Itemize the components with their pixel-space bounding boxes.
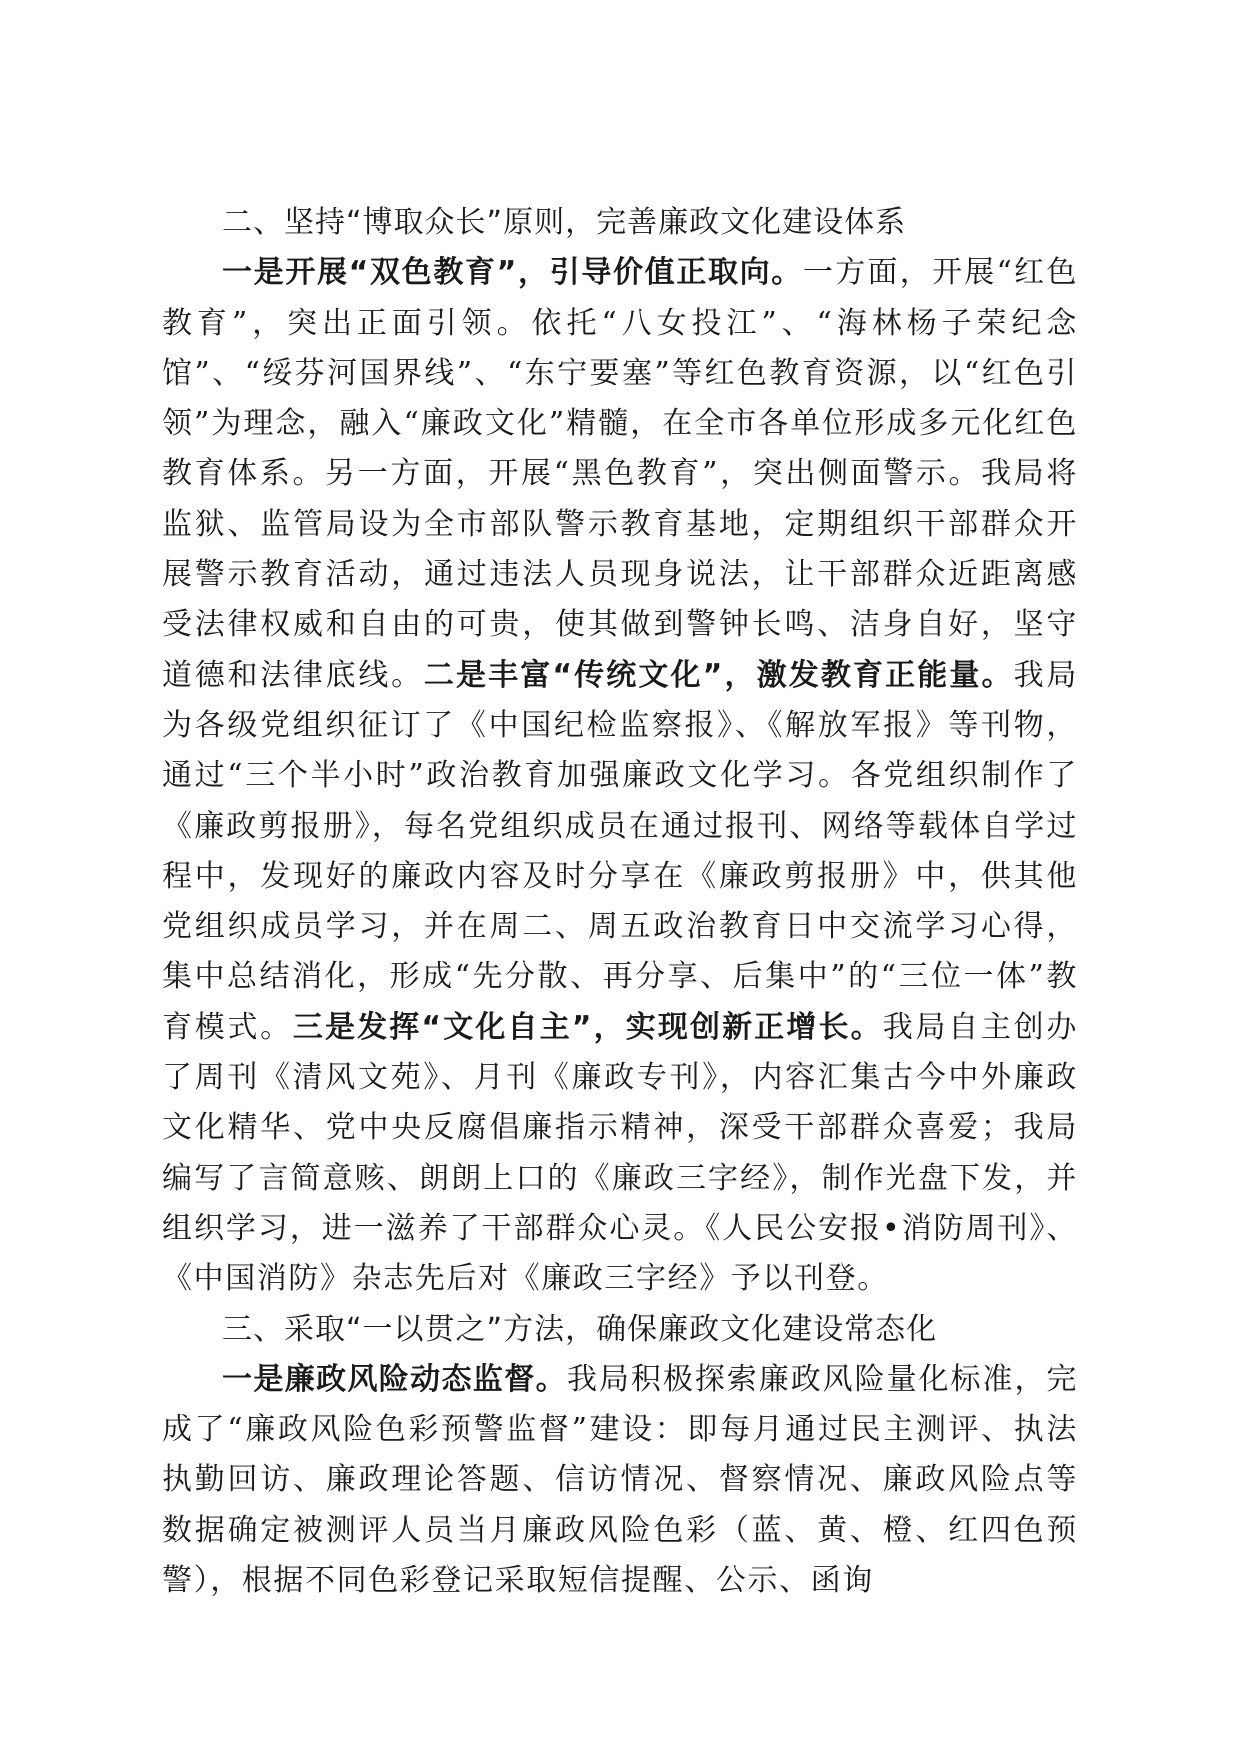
section-2-paragraph <box>162 248 1078 1304</box>
point-2-text: 我局为各级党组织征订了《中国纪检监察报》、《解放军报》等刊物，通过“三个半小时”政治教育加强廉政文化学习。各党组织制作了《廉政剪报册》，每名党组织成员在通过报刊、网络等载体自学过程中，发现好的廉政内容及时分享在《廉政剪报册》中，供其他党组织成员学习，并在周二、周五政治教育日中交流学习心得，集中总结消化，形成“先分散、再分享、后集中”的“三位一体”教育模式。 <box>162 657 1078 1045</box>
point-1-text: 一方面，开展“红色教育”，突出正面引领。依托“八女投江”、“海林杨子荣纪念馆”、“绥芬河国界线”、“东宁要塞”等红色教育资源，以“红色引领”为理念，融入“廉政文化”精髓，在全市各单位形成多元化红色教育体系。另一方面，开展“黑色教育”，突出侧面警示。我局将监狱、监管局设为全市部队警示教育基地，定期组织干部群众开展警示教育活动，通过违法人员现身说法，让干部群众近距离感受法律权威和自由的可贵，使其做到警钟长鸣、洁身自好，坚守道德和法律底线。 <box>162 255 1078 693</box>
document-body <box>162 198 1078 1606</box>
point-3-text: 我局自主创办了周刊《清风文苑》、月刊《廉政专刊》，内容汇集古今中外廉政文化精华、党中央反腐倡廉指示精神，深受干部群众喜爱；我局编写了言简意赅、朗朗上口的《廉政三字经》，制作光盘下发，并组织学习，进一滋养了干部群众心灵。《人民公安报•消防周刊》、《中国消防》杂志先后对《廉政三字经》予以刊登。 <box>162 1009 1078 1297</box>
point-1-lead: 一是开展“双色教育”，引导价值正取向。 <box>222 255 803 291</box>
point-2-lead: 二是丰富“传统文化”，激发教育正能量。 <box>423 657 1014 693</box>
section-3-paragraph <box>162 1355 1078 1606</box>
point-3-lead: 三是发挥“文化自主”，实现创新正增长。 <box>292 1009 883 1045</box>
section-3-point-1-text: 我局积极探索廉政风险量化标准，完成了“廉政风险色彩预警监督”建设：即每月通过民主测评、执法执勤回访、廉政理论答题、信访情况、督察情况、廉政风险点等数据确定被测评人员当月廉政风险色彩（蓝、黄、橙、红四色预警），根据不同色彩登记采取短信提醒、公示、函询 <box>162 1361 1079 1599</box>
section-3-point-1-lead: 一是廉政风险动态监督。 <box>222 1361 567 1397</box>
section-3-heading: 三、采取“一以贯之”方法，确保廉政文化建设常态化 <box>222 1311 938 1347</box>
section-2-heading: 二、坚持“博取众长”原则，完善廉政文化建设体系 <box>222 205 907 240</box>
